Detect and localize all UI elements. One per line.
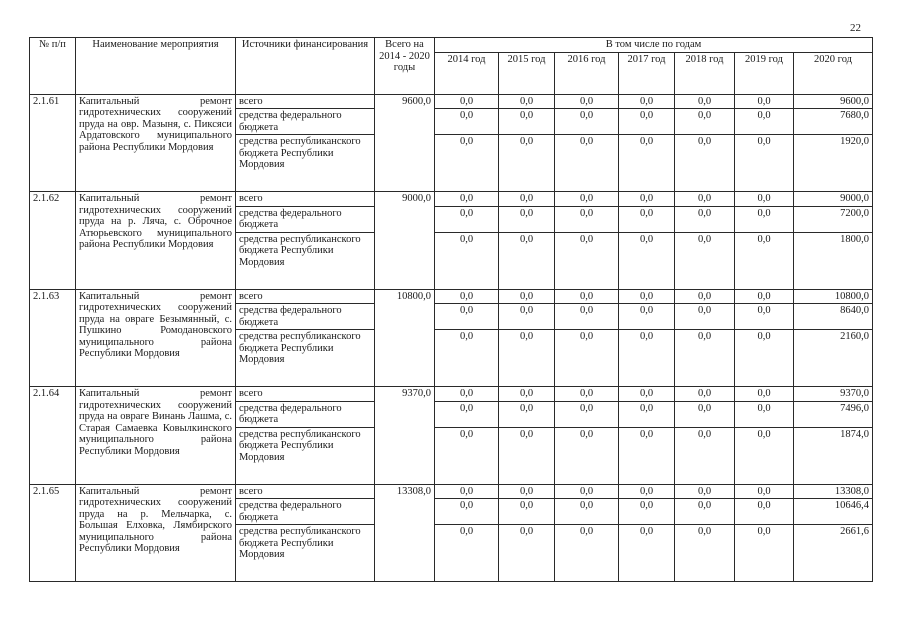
year-value: 0,0 xyxy=(675,401,735,427)
year-value: 2661,6 xyxy=(794,525,873,582)
total-amount: 9000,0 xyxy=(375,192,435,290)
year-value: 0,0 xyxy=(499,427,555,484)
year-value: 0,0 xyxy=(675,135,735,192)
year-value: 0,0 xyxy=(435,206,499,232)
funding-source: всего xyxy=(236,192,375,207)
year-value: 0,0 xyxy=(435,304,499,330)
year-value: 0,0 xyxy=(735,304,794,330)
activity-index: 2.1.64 xyxy=(30,387,76,485)
year-value: 0,0 xyxy=(555,192,619,207)
year-value: 1874,0 xyxy=(794,427,873,484)
year-value: 0,0 xyxy=(735,135,794,192)
year-value: 0,0 xyxy=(435,525,499,582)
year-value: 0,0 xyxy=(555,304,619,330)
year-value: 0,0 xyxy=(619,387,675,402)
year-value: 0,0 xyxy=(555,135,619,192)
year-value: 0,0 xyxy=(435,289,499,304)
year-value: 0,0 xyxy=(555,109,619,135)
year-value: 0,0 xyxy=(435,330,499,387)
year-value: 0,0 xyxy=(499,387,555,402)
funding-source: средства республиканского бюджета Республики Мордовия xyxy=(236,525,375,582)
year-value: 0,0 xyxy=(435,192,499,207)
activity-index: 2.1.63 xyxy=(30,289,76,387)
year-value: 0,0 xyxy=(619,94,675,109)
funding-source: всего xyxy=(236,387,375,402)
year-value: 0,0 xyxy=(555,94,619,109)
funding-source: средства республиканского бюджета Республики Мордовия xyxy=(236,135,375,192)
year-value: 0,0 xyxy=(675,525,735,582)
year-value: 0,0 xyxy=(735,192,794,207)
year-value: 0,0 xyxy=(735,330,794,387)
year-value: 0,0 xyxy=(735,401,794,427)
header-year: 2017 год xyxy=(619,52,675,94)
year-value: 0,0 xyxy=(735,499,794,525)
year-value: 0,0 xyxy=(675,484,735,499)
table-row xyxy=(30,289,873,304)
year-value: 0,0 xyxy=(499,206,555,232)
year-value: 0,0 xyxy=(735,427,794,484)
financing-table xyxy=(29,37,873,582)
year-value: 0,0 xyxy=(619,401,675,427)
year-value: 0,0 xyxy=(555,427,619,484)
year-value: 13308,0 xyxy=(794,484,873,499)
funding-source: средства федерального бюджета xyxy=(236,499,375,525)
funding-source: средства федерального бюджета xyxy=(236,401,375,427)
year-value: 0,0 xyxy=(619,289,675,304)
total-amount: 13308,0 xyxy=(375,484,435,582)
year-value: 0,0 xyxy=(555,525,619,582)
funding-source: всего xyxy=(236,484,375,499)
header-year: 2020 год xyxy=(794,52,873,94)
header-year: 2018 год xyxy=(675,52,735,94)
funding-source: всего xyxy=(236,94,375,109)
year-value: 0,0 xyxy=(675,499,735,525)
year-value: 7200,0 xyxy=(794,206,873,232)
year-value: 10800,0 xyxy=(794,289,873,304)
year-value: 0,0 xyxy=(675,289,735,304)
year-value: 0,0 xyxy=(435,427,499,484)
year-value: 9370,0 xyxy=(794,387,873,402)
year-value: 0,0 xyxy=(675,206,735,232)
activity-name: Капитальный ремонт гидротехнических сооружений пруда на овраге Винань Лашма, с. Старая Самаевка Ковылкинского муниципального района Республики Мордовия xyxy=(76,387,236,485)
year-value: 0,0 xyxy=(735,94,794,109)
year-value: 9000,0 xyxy=(794,192,873,207)
year-value: 0,0 xyxy=(675,94,735,109)
year-value: 9600,0 xyxy=(794,94,873,109)
year-value: 0,0 xyxy=(619,109,675,135)
year-value: 0,0 xyxy=(675,192,735,207)
header-year: 2016 год xyxy=(555,52,619,94)
header-year: 2015 год xyxy=(499,52,555,94)
year-value: 0,0 xyxy=(555,330,619,387)
year-value: 0,0 xyxy=(735,206,794,232)
year-value: 0,0 xyxy=(499,499,555,525)
year-value: 0,0 xyxy=(499,304,555,330)
year-value: 0,0 xyxy=(735,387,794,402)
year-value: 0,0 xyxy=(619,304,675,330)
year-value: 0,0 xyxy=(499,484,555,499)
year-value: 0,0 xyxy=(435,499,499,525)
activity-index: 2.1.62 xyxy=(30,192,76,290)
activity-name: Капитальный ремонт гидротехнических сооружений пруда на овраге Безымянный, с. Пушкино Ромодановского муниципального района Республики Мордовия xyxy=(76,289,236,387)
year-value: 0,0 xyxy=(555,206,619,232)
year-value: 0,0 xyxy=(435,484,499,499)
year-value: 10646,4 xyxy=(794,499,873,525)
header-source: Источники финансирования xyxy=(236,38,375,95)
funding-source: средства республиканского бюджета Республики Мордовия xyxy=(236,330,375,387)
page-number: 22 xyxy=(850,22,861,34)
total-amount: 10800,0 xyxy=(375,289,435,387)
year-value: 0,0 xyxy=(555,387,619,402)
year-value: 7496,0 xyxy=(794,401,873,427)
year-value: 0,0 xyxy=(435,401,499,427)
year-value: 0,0 xyxy=(675,232,735,289)
year-value: 0,0 xyxy=(675,304,735,330)
year-value: 0,0 xyxy=(619,427,675,484)
year-value: 0,0 xyxy=(435,94,499,109)
year-value: 1800,0 xyxy=(794,232,873,289)
year-value: 0,0 xyxy=(555,289,619,304)
year-value: 0,0 xyxy=(499,192,555,207)
total-amount: 9600,0 xyxy=(375,94,435,192)
activity-index: 2.1.61 xyxy=(30,94,76,192)
year-value: 0,0 xyxy=(435,387,499,402)
year-value: 0,0 xyxy=(675,427,735,484)
funding-source: средства федерального бюджета xyxy=(236,206,375,232)
table-body xyxy=(30,94,873,582)
year-value: 0,0 xyxy=(735,484,794,499)
total-amount: 9370,0 xyxy=(375,387,435,485)
funding-source: средства федерального бюджета xyxy=(236,304,375,330)
header-years-group: В том числе по годам xyxy=(435,38,873,53)
year-value: 0,0 xyxy=(555,401,619,427)
year-value: 0,0 xyxy=(735,525,794,582)
table-row xyxy=(30,94,873,109)
year-value: 0,0 xyxy=(435,135,499,192)
funding-source: средства республиканского бюджета Республики Мордовия xyxy=(236,232,375,289)
year-value: 0,0 xyxy=(435,109,499,135)
activity-index: 2.1.65 xyxy=(30,484,76,582)
funding-source: средства республиканского бюджета Республики Мордовия xyxy=(236,427,375,484)
year-value: 0,0 xyxy=(735,109,794,135)
year-value: 2160,0 xyxy=(794,330,873,387)
year-value: 0,0 xyxy=(499,525,555,582)
year-value: 0,0 xyxy=(619,484,675,499)
year-value: 0,0 xyxy=(735,289,794,304)
year-value: 0,0 xyxy=(619,330,675,387)
header-name: Наименование мероприятия xyxy=(76,38,236,95)
year-value: 0,0 xyxy=(675,330,735,387)
year-value: 0,0 xyxy=(675,109,735,135)
year-value: 0,0 xyxy=(619,192,675,207)
year-value: 0,0 xyxy=(499,232,555,289)
year-value: 0,0 xyxy=(499,94,555,109)
year-value: 0,0 xyxy=(555,484,619,499)
year-value: 0,0 xyxy=(499,109,555,135)
year-value: 0,0 xyxy=(499,330,555,387)
year-value: 7680,0 xyxy=(794,109,873,135)
header-total: Всего на 2014 - 2020 годы xyxy=(375,38,435,95)
year-value: 0,0 xyxy=(499,289,555,304)
year-value: 0,0 xyxy=(619,232,675,289)
header-year: 2019 год xyxy=(735,52,794,94)
header-idx: № п/п xyxy=(30,38,76,95)
year-value: 0,0 xyxy=(619,135,675,192)
funding-source: средства федерального бюджета xyxy=(236,109,375,135)
table-row xyxy=(30,192,873,207)
year-value: 0,0 xyxy=(555,499,619,525)
header-year: 2014 год xyxy=(435,52,499,94)
year-value: 0,0 xyxy=(619,499,675,525)
activity-name: Капитальный ремонт гидротехнических сооружений пруда на р. Мельчарка, с. Большая Елховка, Лямбирского муниципального района Республики Мордовия xyxy=(76,484,236,582)
year-value: 0,0 xyxy=(619,525,675,582)
year-value: 1920,0 xyxy=(794,135,873,192)
table-row xyxy=(30,484,873,499)
year-value: 0,0 xyxy=(499,401,555,427)
year-value: 0,0 xyxy=(619,206,675,232)
year-value: 0,0 xyxy=(735,232,794,289)
year-value: 0,0 xyxy=(675,387,735,402)
table-row xyxy=(30,387,873,402)
activity-name: Капитальный ремонт гидротехнических сооружений пруда на овр. Мазыня, с. Пиксяси Ардатовского муниципального района Республики Мордовия xyxy=(76,94,236,192)
year-value: 0,0 xyxy=(555,232,619,289)
year-value: 0,0 xyxy=(435,232,499,289)
year-value: 0,0 xyxy=(499,135,555,192)
activity-name: Капитальный ремонт гидротехнических сооружений пруда на р. Ляча, с. Оброчное Атюрьевского муниципального района Республики Мордовия xyxy=(76,192,236,290)
funding-source: всего xyxy=(236,289,375,304)
year-value: 8640,0 xyxy=(794,304,873,330)
